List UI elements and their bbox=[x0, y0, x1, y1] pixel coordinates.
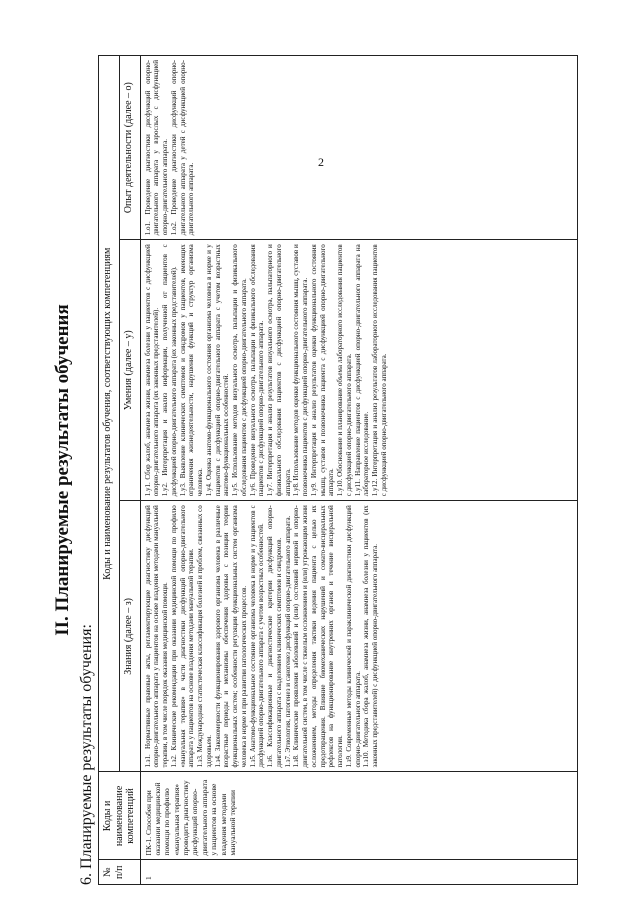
page-number: 2 bbox=[318, 155, 324, 169]
header-knowledge: Знания (далее – з) bbox=[119, 501, 140, 772]
list-item: 1.у10. Обоснование и планирование объема лабораторного исследования пациентов с дисфункцией опорно-двигательного аппарата. bbox=[336, 244, 353, 497]
rotated-page-content bbox=[50, 55, 590, 885]
list-item: 1.з4. Закономерности функционирования здорового организма человека в различные возрастные периоды и механизмы обеспечения здоровья с позиции теории функциональных систем; особенности регуляции функциональных систем организма человека в норме и при развитии патологических процессов. bbox=[213, 505, 248, 768]
list-item: 1.у2. Интерпретация и анализ информации, полученной от пациентов с дисфункцией опорно-двигательного аппарата (их законных представителей). bbox=[161, 244, 178, 497]
list-item: 1.у5. Использование методов визуального осмотра, пальпации и физикального обследования пациентов с дисфункцией опорно-двигательного аппарата. bbox=[231, 244, 248, 497]
list-item: 1.з10. Методика сбора жалоб, анамнеза жизни, анамнеза болезни у пациентов (их законных представителей) с дисфункцией опорно-двигательного аппарата. bbox=[362, 505, 379, 768]
list-item: 1.з7. Этиология, патогенез и саногенез дисфункций опорно-двигательного аппарата. bbox=[283, 515, 292, 768]
header-skills: Умения (далее – у) bbox=[119, 240, 140, 501]
list-item: 1.з9. Современные методы клинической и параклинической диагностики дисфункций опорно-двигательного аппарата. bbox=[344, 505, 362, 768]
header-num: № п/п bbox=[99, 860, 141, 885]
list-item: 1.з5. Анатомо-функциональное состояние организма человека в норме и у пациентов с дисфункцией опорно-двигательного аппарата с учетом возрастных особенностей. bbox=[248, 505, 266, 768]
list-item: 1.у8. Использование методов оценки функционального состояния мышц, суставов и позвоночника пациентов с дисфункцией опорно-двигательного аппарата. bbox=[292, 244, 309, 497]
list-item: 1.у11. Направление пациентов с дисфункцией опорно-двигательного аппарата на лабораторное исследование. bbox=[353, 244, 371, 497]
header-competency: Коды и наименование компетенций bbox=[99, 772, 141, 860]
list-item: 1.з6. Классификационные и диагностические критерии дисфункций опорно-двигательного аппарата с выделением клинических симптомов и синдромов. bbox=[266, 505, 283, 768]
list-item: 1.у12. Интерпретация и анализ результатов лабораторного исследования пациентов с дисфункцией опорно-двигательного аппарата. bbox=[371, 244, 388, 497]
experience-cell bbox=[140, 56, 577, 240]
learning-outcomes-table bbox=[98, 55, 578, 885]
list-item: 1.о2. Проведение диагностики дисфункций опорно-двигательного аппарата у детей с дисфункцией опорно-двигательного аппарата. bbox=[169, 60, 196, 236]
list-item: 1.у4. Оценка анатомо-функционального состояния организма человека в норме и у пациентов с дисфункцией опорно-двигательного аппарата с учетом возрастных анатомо-функциональных особенностей. bbox=[204, 244, 231, 497]
list-item: 1.у3. Выявление клинических симптомов и синдромов у пациентов, имеющих ограничения жизнедеятельности, нарушения функций и структур организма человека. bbox=[178, 244, 204, 497]
skills-cell bbox=[140, 240, 577, 501]
list-item: 1.о1. Проведение диагностики дисфункций опорно-двигательного аппарата у взрослых с дисфункцией опорно-двигательного аппарата. bbox=[143, 60, 169, 236]
subsection-title: 6. Планируемые результаты обучения: bbox=[78, 624, 95, 885]
list-item: 1.з2. Клинические рекомендации при оказании медицинской помощи по профилю «мануальная терапия» в части диагностики дисфункций опорно-двигательного аппарата у пациентов на основе владения методами мануальной терапии. bbox=[169, 505, 196, 768]
knowledge-cell bbox=[140, 501, 577, 772]
header-group: Коды и наименование результатов обучения, соответствующих компетенциям bbox=[99, 56, 120, 772]
competency-cell: ПК-1. Способен при оказании медицинской помощи по профилю «мануальная терапия» проводить диагностику дисфункций опорно-двигательного аппарата у пациентов на основе владения методами мануальной терапии bbox=[140, 772, 577, 860]
list-item: 1.у9. Интерпретация и анализ результатов оценки функционального состояния мышц, суставов и позвоночника пациента с дисфункцией опорно-двигательного аппарата. bbox=[309, 244, 336, 497]
table-row bbox=[140, 56, 577, 885]
list-item: 1.з1. Нормативные правовые акты, регламентирующие диагностику дисфункций опорно-двигательного аппарата у пациентов на основе владения методами мануальной терапии, в том числе порядок оказания медицинской помощи. bbox=[143, 505, 169, 768]
section-title: II. Планируемые результаты обучения bbox=[52, 304, 73, 636]
row-number: 1 bbox=[140, 860, 577, 885]
list-item: 1.у7. Интерпретация и анализ результатов визуального осмотра, пальпаторного и физикального обследования пациентов с дисфункцией опорно-двигательного аппарата. bbox=[266, 244, 292, 497]
list-item: 1.з3. Международная статистическая классификация болезней и проблем, связанных со здоровьем. bbox=[196, 505, 213, 768]
list-item: 1.з8. Клинические проявления заболеваний и (или) состояний нервной и опорно-двигательной систем, в том числе с тяжелым осложнением и (или) угрожающим жизни осложнением, методы определения тактики ведения пациента с целью их предотвращения. Влияние биомеханических нарушений и сомато-висцеральных рефлексов на функционирование внутренних органов и течение висцеральной патологии. bbox=[292, 505, 344, 768]
list-item: 1.у6. Проведение визуального осмотра, пальпации и физикального обследования пациентов с дисфункцией опорно-двигательного аппарата. bbox=[248, 244, 266, 497]
list-item: 1.у1. Сбор жалоб, анамнеза жизни, анамнеза болезни у пациентов с дисфункцией опорно-двигательного аппарата (их законных представителей). bbox=[143, 244, 161, 497]
header-experience: Опыт деятельности (далее – о) bbox=[119, 56, 140, 240]
